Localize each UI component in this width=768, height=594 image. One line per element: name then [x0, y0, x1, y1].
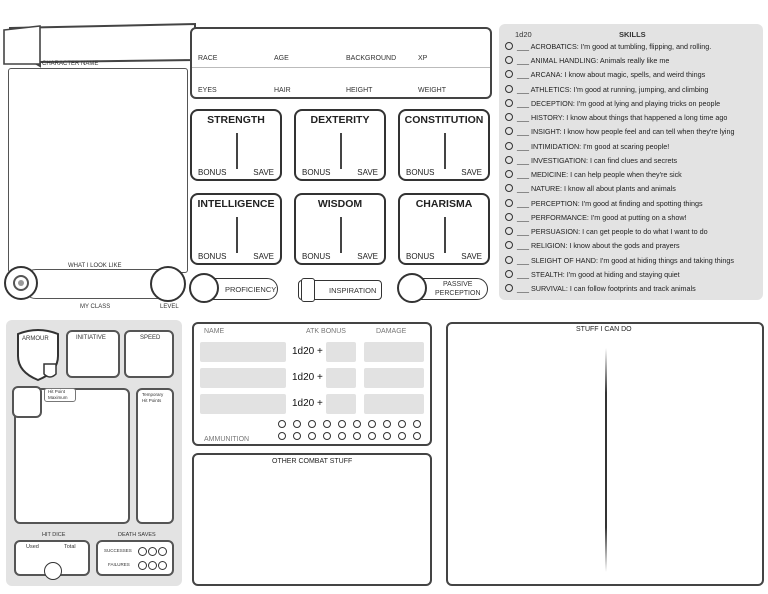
attack-bonus-field[interactable] [326, 394, 356, 414]
ammunition-bubble[interactable] [278, 432, 286, 440]
skill-text: ___ HISTORY: I know about things that happened a long time ago [517, 113, 728, 122]
character-name-label: CHARACTER NAME [42, 61, 99, 67]
proficiency-dot[interactable] [505, 213, 513, 221]
ammunition-bubble[interactable] [323, 420, 331, 428]
attack-name-header: NAME [204, 328, 225, 335]
skill-text: ___ ANIMAL HANDLING: Animals really like me [517, 56, 670, 65]
successes-label: SUCCESSES [104, 548, 132, 553]
combat-stats-panel [6, 320, 182, 586]
stuff-divider [605, 348, 607, 572]
proficiency-dot[interactable] [505, 256, 513, 264]
proficiency-dot[interactable] [505, 127, 513, 135]
bonus-label: BONUS [302, 168, 331, 177]
hit-dice-box[interactable] [14, 540, 90, 576]
name-banner [0, 20, 200, 68]
attack-roll-label: 1d20 + [292, 398, 323, 409]
skill-arcana[interactable] [505, 70, 705, 79]
speed-box[interactable] [124, 330, 174, 378]
height-label: HEIGHT [346, 87, 373, 94]
attack-name-field[interactable] [200, 394, 286, 414]
skill-religion[interactable] [505, 241, 680, 250]
attack-roll-label: 1d20 + [292, 346, 323, 357]
skill-perception[interactable] [505, 199, 703, 208]
skill-performance[interactable] [505, 213, 687, 222]
proficiency-dot[interactable] [505, 42, 513, 50]
proficiency-dot[interactable] [505, 56, 513, 64]
skill-investigation[interactable] [505, 156, 677, 165]
skill-text: ___ SURVIVAL: I can follow footprints and track animals [517, 284, 696, 293]
ability-name: CHARISMA [415, 198, 473, 210]
skill-text: ___ STEALTH: I'm good at hiding and staying quiet [517, 270, 680, 279]
passive-label-2: PERCEPTION [435, 290, 481, 297]
hp-max-box[interactable] [12, 386, 42, 418]
proficiency-dot[interactable] [505, 184, 513, 192]
save-label: SAVE [461, 252, 482, 261]
ammunition-bubble[interactable] [398, 432, 406, 440]
passive-circle[interactable] [397, 273, 427, 303]
skill-history[interactable] [505, 113, 727, 122]
ammunition-bubble[interactable] [368, 420, 376, 428]
skill-medicine[interactable] [505, 170, 682, 179]
inspiration-label: INSPIRATION [329, 286, 377, 295]
class-label: MY CLASS [80, 304, 111, 310]
proficiency-dot[interactable] [505, 284, 513, 292]
save-label: SAVE [253, 168, 274, 177]
hit-dice-circle[interactable] [44, 562, 62, 580]
ammunition-bubble[interactable] [383, 432, 391, 440]
proficiency-dot[interactable] [505, 241, 513, 249]
stuff-title: STUFF I CAN DO [576, 326, 632, 333]
skill-text: ___ INVESTIGATION: I can find clues and secrets [517, 156, 678, 165]
proficiency-dot[interactable] [505, 99, 513, 107]
attack-bonus-field[interactable] [326, 342, 356, 362]
attack-name-field[interactable] [200, 368, 286, 388]
ammunition-bubble[interactable] [308, 432, 316, 440]
ammunition-bubble[interactable] [383, 420, 391, 428]
passive-perception-pill[interactable] [400, 278, 488, 300]
proficiency-label: PROFICIENCY [225, 285, 277, 294]
skill-animal-handling[interactable] [505, 56, 669, 65]
proficiency-pill[interactable] [192, 278, 278, 300]
inspiration-pill[interactable] [298, 280, 382, 300]
success-bubble[interactable] [158, 547, 167, 556]
skill-acrobatics[interactable] [505, 42, 711, 51]
armour-label: ARMOUR [22, 336, 49, 342]
skills-die-label: 1d20 [515, 30, 532, 39]
passive-label-1: PASSIVE [443, 281, 473, 288]
skill-stealth[interactable] [505, 270, 680, 279]
ammunition-bubble[interactable] [293, 432, 301, 440]
inspiration-box[interactable] [301, 278, 315, 302]
proficiency-dot[interactable] [505, 113, 513, 121]
ammunition-bubble[interactable] [338, 420, 346, 428]
skill-text: ___ NATURE: I know all about plants and animals [517, 184, 676, 193]
xp-label: XP [418, 55, 428, 62]
gear-icon [6, 268, 36, 298]
proficiency-dot[interactable] [505, 227, 513, 235]
age-label: AGE [274, 55, 289, 62]
other-combat-title: OTHER COMBAT STUFF [272, 458, 353, 465]
bonus-label: BONUS [406, 168, 435, 177]
skill-text: ___ INTIMIDATION: I'm good at scaring people! [517, 142, 670, 151]
eyes-label: EYES [198, 87, 217, 94]
attack-damage-field[interactable] [364, 342, 424, 362]
proficiency-dot[interactable] [505, 170, 513, 178]
hp-max-label-1: Hit Point [48, 389, 66, 394]
ammunition-bubble[interactable] [368, 432, 376, 440]
skill-text: ___ INSIGHT: I know how people feel and can tell when they're lying [517, 127, 735, 136]
ammunition-label: AMMUNITION [204, 436, 250, 443]
skill-survival[interactable] [505, 284, 696, 293]
skill-athletics[interactable] [505, 85, 708, 94]
ability-intelligence[interactable] [190, 193, 282, 265]
bonus-label: BONUS [198, 168, 227, 177]
skill-text: ___ DECEPTION: I'm good at lying and playing tricks on people [517, 99, 721, 108]
ability-dexterity[interactable] [294, 109, 386, 181]
skill-sleight-of-hand[interactable] [505, 256, 734, 265]
skill-text: ___ ATHLETICS: I'm good at running, jumping, and climbing [517, 85, 709, 94]
skills-title: SKILLS [619, 30, 646, 39]
bonus-label: BONUS [198, 252, 227, 261]
skill-text: ___ SLEIGHT OF HAND: I'm good at hiding things and taking things [517, 256, 734, 265]
temp-hp-label-1: Temporary [142, 392, 164, 397]
bonus-label: BONUS [302, 252, 331, 261]
proficiency-dot[interactable] [505, 199, 513, 207]
success-bubble[interactable] [148, 547, 157, 556]
attack-bonus-header: ATK BONUS [306, 328, 346, 335]
skill-text: ___ PERCEPTION: I'm good at finding and spotting things [517, 199, 703, 208]
attacks-panel [192, 322, 432, 446]
skill-persuasion[interactable] [505, 227, 708, 236]
portrait-box[interactable] [8, 68, 188, 273]
skill-intimidation[interactable] [505, 142, 669, 151]
background-label: BACKGROUND [346, 55, 397, 62]
temp-hp-label-2: Hit Points [142, 398, 162, 403]
weight-label: WEIGHT [418, 87, 446, 94]
level-label: LEVEL [160, 304, 179, 310]
skill-deception[interactable] [505, 99, 720, 108]
skill-text: ___ RELIGION: I know about the gods and prayers [517, 241, 680, 250]
ammunition-bubble[interactable] [338, 432, 346, 440]
race-label: RACE [198, 55, 218, 62]
ammunition-bubble[interactable] [308, 420, 316, 428]
ability-name: STRENGTH [207, 114, 265, 126]
attack-damage-header: DAMAGE [376, 328, 407, 335]
proficiency-dot[interactable] [505, 85, 513, 93]
proficiency-dot[interactable] [505, 270, 513, 278]
ability-name: DEXTERITY [310, 114, 370, 126]
used-label: Used [26, 544, 39, 550]
total-label: Total [64, 544, 76, 550]
ability-strength[interactable] [190, 109, 282, 181]
attack-damage-field[interactable] [364, 394, 424, 414]
skill-insight[interactable] [505, 127, 735, 136]
success-bubble[interactable] [138, 547, 147, 556]
stuff-panel[interactable] [446, 322, 764, 586]
ammunition-bubble[interactable] [353, 432, 361, 440]
class-medallion [4, 266, 38, 300]
save-label: SAVE [253, 252, 274, 261]
proficiency-dot[interactable] [505, 156, 513, 164]
skill-nature[interactable] [505, 184, 676, 193]
attack-damage-field[interactable] [364, 368, 424, 388]
other-combat-panel[interactable] [192, 453, 432, 586]
save-label: SAVE [357, 168, 378, 177]
skills-panel [499, 24, 763, 300]
death-saves-label: DEATH SAVES [118, 532, 156, 538]
skill-text: ___ PERSUASION: I can get people to do what I want to do [517, 227, 708, 236]
proficiency-circle[interactable] [189, 273, 219, 303]
skill-text: ___ ACROBATICS: I'm good at tumbling, flipping, and rolling. [517, 42, 712, 51]
temp-hp-box[interactable] [136, 388, 174, 524]
bonus-label: BONUS [406, 252, 435, 261]
ability-constitution[interactable] [398, 109, 490, 181]
ability-name: CONSTITUTION [404, 114, 484, 126]
ammunition-bubble[interactable] [413, 432, 421, 440]
save-label: SAVE [461, 168, 482, 177]
info-panel [190, 27, 492, 99]
ammunition-bubble[interactable] [413, 420, 421, 428]
ability-wisdom[interactable] [294, 193, 386, 265]
death-saves-box[interactable] [96, 540, 174, 576]
ammunition-bubble[interactable] [278, 420, 286, 428]
hit-dice-label: HIT DICE [42, 532, 66, 538]
save-label: SAVE [357, 252, 378, 261]
ammunition-bubble[interactable] [323, 432, 331, 440]
ability-charisma[interactable] [398, 193, 490, 265]
level-circle[interactable] [150, 266, 186, 302]
failure-bubble[interactable] [148, 561, 157, 570]
proficiency-dot[interactable] [505, 70, 513, 78]
hp-max-tag [44, 388, 76, 402]
ability-name: WISDOM [317, 198, 363, 210]
attack-roll-label: 1d20 + [292, 372, 323, 383]
proficiency-dot[interactable] [505, 142, 513, 150]
ammunition-bubble[interactable] [353, 420, 361, 428]
ammunition-bubble[interactable] [398, 420, 406, 428]
failure-bubble[interactable] [138, 561, 147, 570]
attack-name-field[interactable] [200, 342, 286, 362]
look-label: WHAT I LOOK LIKE [68, 263, 122, 269]
speed-label: SPEED [140, 335, 161, 341]
initiative-label: INITIATIVE [76, 335, 106, 341]
hair-label: HAIR [274, 87, 291, 94]
ammunition-bubble[interactable] [293, 420, 301, 428]
failures-label: FAILURES [108, 562, 130, 567]
hp-max-label-2: Maximum [48, 395, 68, 400]
skill-text: ___ PERFORMANCE: I'm good at putting on a show! [517, 213, 687, 222]
initiative-box[interactable] [66, 330, 120, 378]
skill-text: ___ MEDICINE: I can help people when they're sick [517, 170, 682, 179]
skill-text: ___ ARCANA: I know about magic, spells, and weird things [517, 70, 706, 79]
failure-bubble[interactable] [158, 561, 167, 570]
attack-bonus-field[interactable] [326, 368, 356, 388]
ability-name: INTELLIGENCE [197, 198, 275, 210]
